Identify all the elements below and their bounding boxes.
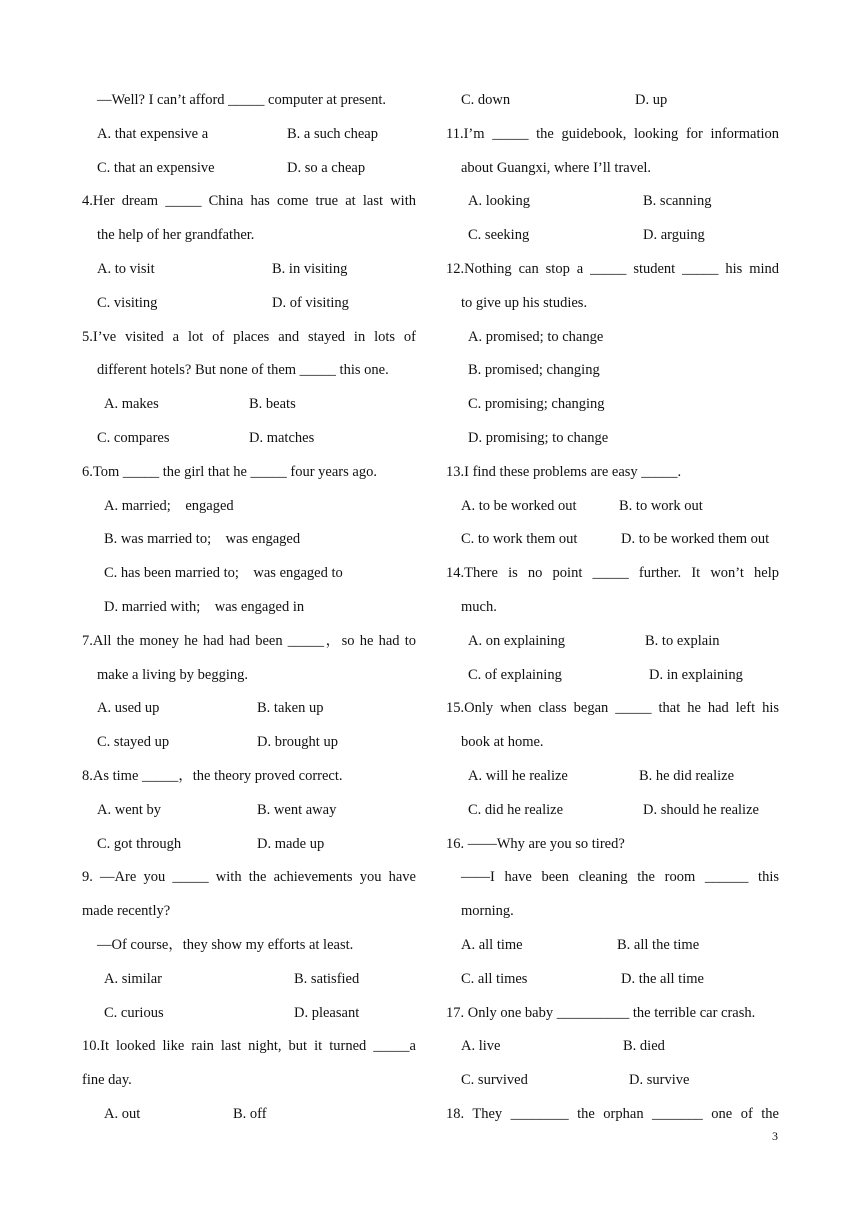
text-line: fine day. xyxy=(82,1072,132,1089)
answer-option: D. to be worked them out xyxy=(621,531,770,548)
answer-option: D. survive xyxy=(629,1072,690,1089)
options-row xyxy=(446,189,779,223)
answer-option: A. looking xyxy=(468,193,531,210)
text-line: make a living by begging. xyxy=(97,666,249,683)
text-line: D. married with; was engaged in xyxy=(104,598,305,615)
page-number: 3 xyxy=(772,1129,778,1143)
options-row xyxy=(446,1068,779,1102)
answer-option: C. seeking xyxy=(468,227,530,244)
answer-option: C. did he realize xyxy=(468,801,564,818)
options-row xyxy=(446,933,779,967)
answer-option: D. pleasant xyxy=(294,1004,360,1021)
text-line: made recently? xyxy=(82,903,171,920)
answer-option: B. taken up xyxy=(257,700,324,717)
answer-option: A. makes xyxy=(104,396,159,413)
text-line: 9. —Are you _____ with the achievements you have xyxy=(82,869,416,886)
options-row xyxy=(82,426,416,460)
options-row xyxy=(446,494,779,528)
text-line: to give up his studies. xyxy=(461,294,588,311)
text-line: 8.As time _____，the theory proved correct. xyxy=(82,767,343,784)
left-column xyxy=(82,88,416,1136)
text-line: book at home. xyxy=(461,734,544,751)
options-row xyxy=(82,832,416,866)
answer-option: A. will he realize xyxy=(468,767,568,784)
options-row xyxy=(446,88,779,122)
answer-option: C. all times xyxy=(461,970,528,987)
answer-option: B. died xyxy=(623,1038,665,1055)
answer-option: C. curious xyxy=(104,1004,164,1021)
text-line: 10.It looked like rain last night, but it turned _____a xyxy=(82,1038,416,1055)
text-line: C. promising; changing xyxy=(468,396,605,413)
answer-option: D. made up xyxy=(257,835,325,852)
text-line: 5.I’ve visited a lot of places and stayed in lots of xyxy=(82,328,416,345)
text-line: 6.Tom _____ the girl that he _____ four years ago. xyxy=(82,463,377,480)
answer-option: B. to work out xyxy=(619,497,703,514)
answer-option: C. to work them out xyxy=(461,531,578,548)
text-line: D. promising; to change xyxy=(468,429,609,446)
options-row xyxy=(82,392,416,426)
answer-option: D. so a cheap xyxy=(287,159,366,176)
text-line: C. has been married to; was engaged to xyxy=(104,565,343,582)
text-line: ——I have been cleaning the room ______ this xyxy=(461,869,779,886)
text-line: 11.I’m _____ the guidebook, looking for information xyxy=(446,125,779,142)
answer-option: A. to be worked out xyxy=(461,497,577,514)
text-line: morning. xyxy=(461,903,514,920)
options-row xyxy=(446,798,779,832)
answer-option: C. of explaining xyxy=(468,666,562,683)
options-row xyxy=(446,527,779,561)
answer-option: B. in visiting xyxy=(272,260,348,277)
options-row xyxy=(446,1034,779,1068)
answer-option: A. on explaining xyxy=(468,632,566,649)
answer-option: A. similar xyxy=(104,970,162,987)
options-row xyxy=(446,629,779,663)
answer-option: A. that expensive a xyxy=(97,125,209,142)
answer-option: C. down xyxy=(461,92,511,108)
text-line: 17. Only one baby __________ the terrible car crash. xyxy=(446,1004,756,1021)
right-column xyxy=(446,88,779,1136)
text-line: —Well? I can’t afford _____ computer at present. xyxy=(97,92,387,108)
answer-option: D. of visiting xyxy=(272,294,349,311)
text-line: different hotels? But none of them _____ this one. xyxy=(97,362,389,379)
text-line: 18. They ________ the orphan _______ one of the xyxy=(446,1105,779,1122)
answer-option: D. arguing xyxy=(643,227,705,244)
answer-option: B. scanning xyxy=(643,193,712,210)
options-row xyxy=(82,967,416,1001)
answer-option: A. to visit xyxy=(97,260,155,277)
answer-option: D. the all time xyxy=(621,970,704,987)
answer-option: C. stayed up xyxy=(97,734,170,751)
answer-option: D. should he realize xyxy=(643,801,759,818)
options-row xyxy=(82,1102,416,1136)
answer-option: B. beats xyxy=(249,396,296,413)
options-row xyxy=(82,696,416,730)
answer-option: C. that an expensive xyxy=(97,159,215,176)
answer-option: D. brought up xyxy=(257,734,338,751)
text-line: 16. ——Why are you so tired? xyxy=(446,835,625,852)
text-line: much. xyxy=(461,598,497,615)
answer-option: C. visiting xyxy=(97,294,158,311)
answer-option: D. in explaining xyxy=(649,666,743,683)
text-line: 4.Her dream _____ China has come true at last with xyxy=(82,193,416,210)
answer-option: C. survived xyxy=(461,1072,528,1089)
answer-option: A. all time xyxy=(461,936,523,953)
answer-option: A. used up xyxy=(97,700,160,717)
options-row xyxy=(82,122,416,156)
text-line: 12.Nothing can stop a _____ student _____ his mind xyxy=(446,260,779,277)
text-line: B. was married to; was engaged xyxy=(104,531,301,548)
options-row xyxy=(82,798,416,832)
answer-option: B. he did realize xyxy=(639,767,735,784)
answer-option: A. live xyxy=(461,1038,501,1055)
answer-option: B. went away xyxy=(257,801,337,818)
options-row xyxy=(446,663,779,697)
answer-option: C. compares xyxy=(97,429,170,446)
answer-option: D. up xyxy=(635,92,668,108)
text-line: A. married; engaged xyxy=(104,497,234,514)
answer-option: D. matches xyxy=(249,429,315,446)
text-line: A. promised; to change xyxy=(468,328,604,345)
options-row xyxy=(82,1001,416,1035)
options-row xyxy=(446,967,779,1001)
text-line: —Of course，they show my efforts at least. xyxy=(97,936,354,953)
options-row xyxy=(82,291,416,325)
answer-option: A. went by xyxy=(97,801,162,818)
answer-option: B. to explain xyxy=(645,632,720,649)
text-line: the help of her grandfather. xyxy=(97,227,255,244)
options-row xyxy=(82,730,416,764)
answer-option: B. satisfied xyxy=(294,970,360,987)
answer-option: B. a such cheap xyxy=(287,125,378,142)
text-line: 15.Only when class began _____ that he had left his xyxy=(446,700,779,717)
answer-option: B. off xyxy=(233,1105,267,1122)
answer-option: B. all the time xyxy=(617,936,700,953)
text-line: 7.All the money he had had been _____，so he had to xyxy=(82,632,416,649)
options-row xyxy=(82,257,416,291)
answer-option: A. out xyxy=(104,1105,141,1122)
text-line: 14.There is no point _____ further. It won’t help xyxy=(446,565,779,582)
options-row xyxy=(446,223,779,257)
text-line: 13.I find these problems are easy _____. xyxy=(446,463,682,480)
options-row xyxy=(82,156,416,190)
options-row xyxy=(446,764,779,798)
answer-option: C. got through xyxy=(97,835,182,852)
text-line: about Guangxi, where I’ll travel. xyxy=(461,159,652,176)
text-line: B. promised; changing xyxy=(468,362,600,379)
